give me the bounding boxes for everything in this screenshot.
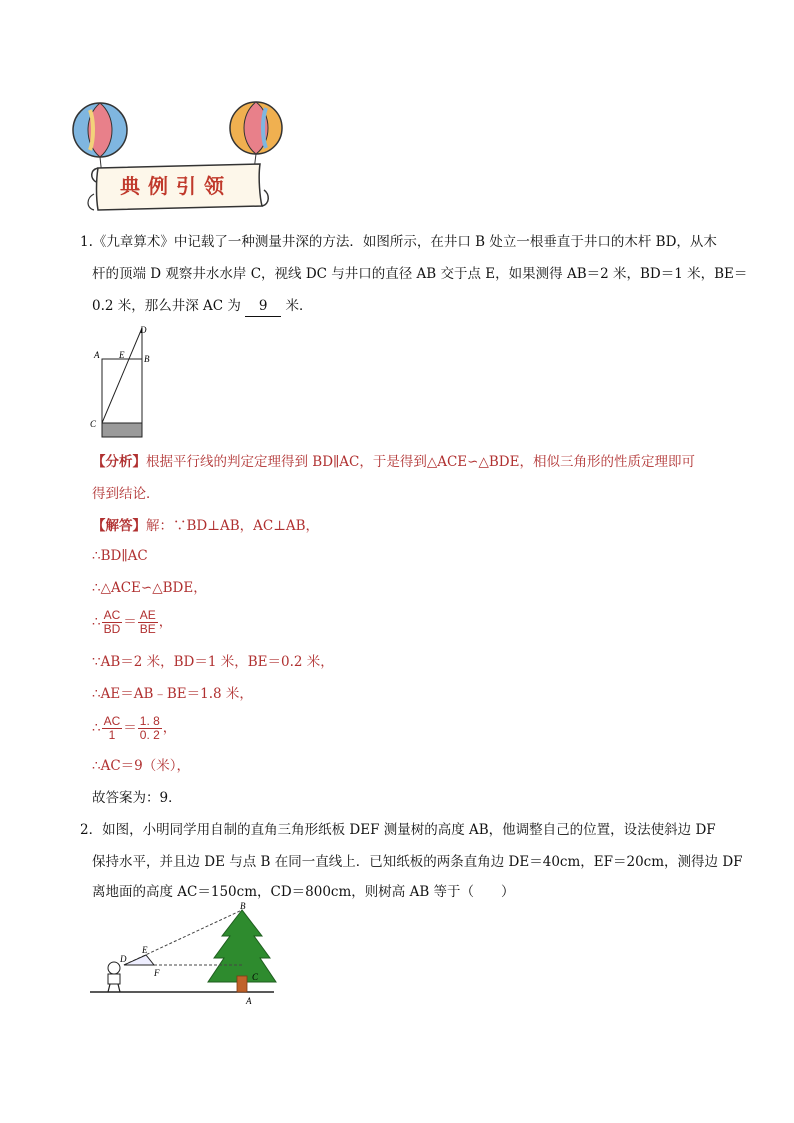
balloon-right-icon [230,102,282,170]
step6-eq: ＝ [123,720,137,736]
q1-text-3-post: 米． [285,298,313,314]
banner-decoration [68,98,288,218]
solution-step-6 [92,713,176,743]
q2-text-1: 如图，小明同学用自制的直角三角形纸板 DEF 测量树的高度 AB，他调整自己的位置，设法使斜边 DF [102,822,716,838]
frac3-den: 1 [108,728,116,742]
person-icon [108,962,120,992]
fraction-ae-be [138,609,158,636]
q1-label-c: C [90,419,97,429]
frac1-den: BD [103,622,121,636]
solution-tag: 【解答】 [92,518,146,534]
step3-prefix: ∴ [92,614,101,630]
step6-suffix: ， [162,720,177,736]
q1-line2: 杆的顶端 D 观察井水水岸 C，视线 DC 与井口的直径 AB 交于点 E，如果测得 AB＝2 米，BD＝1 米，BE＝ [92,266,748,282]
q2-label-b: B [240,902,246,911]
q1-line1 [80,232,717,252]
q1-figure [88,322,158,442]
solution-intro-text: 解：∵BD⊥AB，AC⊥AB， [146,518,320,534]
tree-icon [208,910,276,992]
q1-answer-blank: 9 [245,296,281,317]
q2-label-a: A [246,996,252,1006]
frac3-num: AC [103,714,121,728]
q1-text-3: 0.2 米，那么井深 AC 为 [92,298,241,314]
frac4-num: 1. 8 [139,714,160,728]
frac1-num: AC [103,608,121,622]
q2-label-e: E [142,945,148,955]
analysis-tag: 【分析】 [92,454,146,470]
step3-eq: ＝ [123,614,137,630]
fraction-18-02 [138,715,162,742]
q1-label-a: A [94,350,100,360]
q1-label-e: E [119,350,125,360]
frac4-den: 0. 2 [139,728,160,742]
q2-line2: 保持水平，并且边 DE 与点 B 在同一直线上．已知纸板的两条直角边 DE＝40cm，EF＝20cm，测得边 DF [92,854,743,870]
solution-step-4: ∵AB＝2 米，BD＝1 米，BE＝0.2 米， [92,654,334,670]
q1-label-d: D [140,325,147,335]
fraction-ac-1 [102,715,123,742]
q1-text-1: 《九章算术》中记载了一种测量井深的方法．如图所示，在井口 B 处立一根垂直于井口的木杆 BD，从木 [92,234,717,250]
banner-title: 典例引领 [120,174,232,198]
step6-prefix: ∴ [92,720,101,736]
q2-number: 2． [80,822,103,838]
q1-line3 [92,296,313,317]
solution-step-5: ∴AE＝AB﹣BE＝1.8 米， [92,686,253,702]
balloon-left-icon [73,103,127,176]
q2-line3: 离地面的高度 AC＝150cm，CD＝800cm，则树高 AB 等于（ ） [92,884,515,900]
analysis-text-1: 根据平行线的判定定理得到 BD∥AC，于是得到△ACE∽△BDE，相似三角形的性质定理即可 [146,454,695,470]
solution-step-7: ∴AC＝9（米）， [92,758,191,774]
q2-line1 [80,820,716,840]
frac2-num: AE [139,608,156,622]
solution-step-1: ∴BD∥AC [92,548,148,564]
solution-intro [92,516,319,536]
q1-label-b: B [144,354,150,364]
fraction-ac-bd [102,609,123,636]
q2-label-f: F [154,968,160,978]
solution-step-3 [92,607,172,637]
q2-label-c: C [252,972,259,982]
q2-label-d: D [120,954,127,964]
q1-number: 1. [80,234,93,250]
step3-suffix: ， [158,614,173,630]
frac2-den: BE [139,622,156,636]
analysis-line1 [92,452,695,472]
q2-figure [88,902,288,1012]
solution-final: 故答案为：9． [92,790,182,806]
analysis-line2: 得到结论． [92,486,160,502]
solution-step-2: ∴△ACE∽△BDE， [92,580,207,596]
